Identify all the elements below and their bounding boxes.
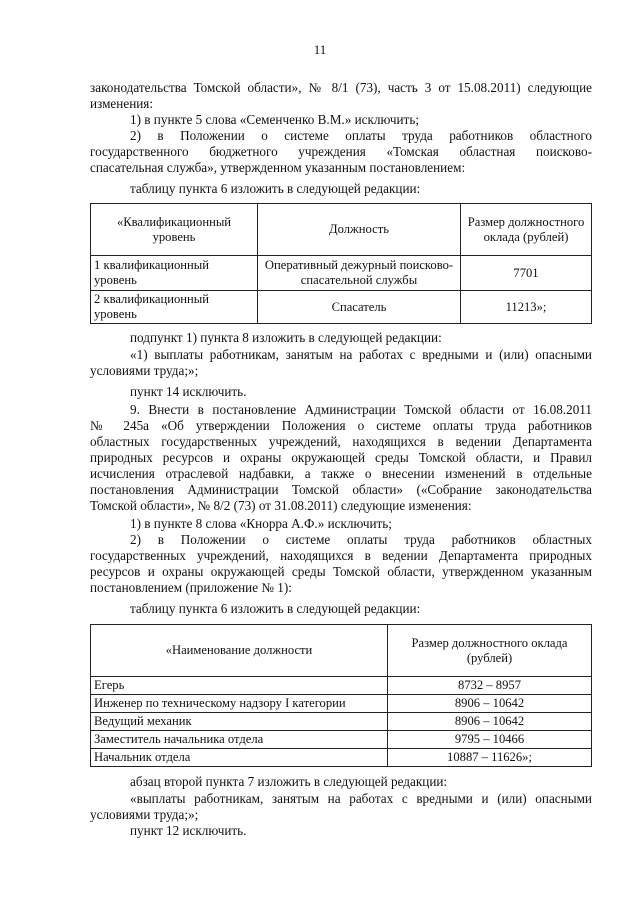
paragraph-line: таблицу пункта 6 изложить в следующей редакции: <box>130 181 421 196</box>
page-number: 11 <box>313 42 327 57</box>
table-header-cell: «Наименование должности <box>91 625 388 677</box>
table-cell: 8906 – 10642 <box>388 695 592 713</box>
paragraph-line: условиями труда;»; <box>90 807 199 822</box>
paragraph-line: условиями труда;»; <box>90 363 199 378</box>
paragraph-line: законодательства Томской области», № 8/1 (73), часть 3 от 15.08.2011) следующие <box>90 80 592 95</box>
paragraph-line: «1) выплаты работникам, занятым на работах с вредными и (или) опасными <box>130 347 592 362</box>
paragraph-line: 2) в Положении о системе оплаты труда работников областных <box>130 532 592 547</box>
table-header-cell: Размер должностного оклада (рублей) <box>461 204 592 256</box>
paragraph-line: 9. Внести в постановление Администрации Томской области от 16.08.2011 <box>130 402 592 417</box>
paragraph-line: подпункт 1) пункта 8 изложить в следующей редакции: <box>130 330 442 345</box>
table-cell: Оперативный дежурный поисково-спасательной службы <box>258 256 461 291</box>
paragraph-line: постановлением (приложение № 1): <box>90 580 292 595</box>
paragraph-line: областных государственных учреждений, находящихся в ведении Департамента <box>90 434 592 449</box>
paragraph-line: пункт 14 исключить. <box>130 384 247 399</box>
table-row <box>91 256 592 291</box>
table-header-row <box>91 204 592 256</box>
table-row <box>91 695 592 713</box>
table-header-row <box>91 625 592 677</box>
table-header-cell: Должность <box>258 204 461 256</box>
table-position-salary <box>90 624 592 767</box>
table-cell: Егерь <box>91 677 388 695</box>
table-cell: Спасатель <box>258 291 461 324</box>
table-cell: 1 квалификационный уровень <box>91 256 258 291</box>
paragraph-line: постановления Администрации Томской области» («Собрание законодательства <box>90 482 592 497</box>
table-cell: 7701 <box>461 256 592 291</box>
paragraph-line: государственного бюджетного учреждения «Томская областная поисково- <box>90 144 592 159</box>
paragraph-line: 1) в пункте 5 слова «Семенченко В.М.» исключить; <box>130 112 419 127</box>
table-cell: 11213»; <box>461 291 592 324</box>
paragraph-line: спасательная служба», утвержденном указанным постановлением: <box>90 160 466 175</box>
table-cell: 9795 – 10466 <box>388 731 592 749</box>
paragraph-line: пункт 12 исключить. <box>130 823 247 838</box>
table-cell: Заместитель начальника отдела <box>91 731 388 749</box>
paragraph-line: природных ресурсов и охраны окружающей среды Томской области, и Правил <box>90 450 592 465</box>
table-cell: 2 квалификационный уровень <box>91 291 258 324</box>
table-cell: Начальник отдела <box>91 749 388 767</box>
table-cell: Ведущий механик <box>91 713 388 731</box>
table-row <box>91 749 592 767</box>
paragraph-line: изменения: <box>90 96 154 111</box>
table-header-cell: Размер должностного оклада (рублей) <box>388 625 592 677</box>
table-cell: 10887 – 11626»; <box>388 749 592 767</box>
paragraph-line: государственных учреждений, находящихся в ведении Департамента природных <box>90 548 592 563</box>
paragraph-line: Томской области», № 8/2 (73) от 31.08.2011) следующие изменения: <box>90 498 472 513</box>
paragraph-line: абзац второй пункта 7 изложить в следующей редакции: <box>130 774 448 789</box>
table-header-cell: «Квалификационный уровень <box>91 204 258 256</box>
paragraph-line: «выплаты работникам, занятым на работах с вредными и (или) опасными <box>130 791 592 806</box>
table-cell: Инженер по техническому надзору I категории <box>91 695 388 713</box>
paragraph-line: 1) в пункте 8 слова «Кнорра А.Ф.» исключить; <box>130 516 392 531</box>
paragraph-line: ресурсов и охраны окружающей среды Томской области, утвержденном указанным <box>90 564 592 579</box>
table-cell: 8906 – 10642 <box>388 713 592 731</box>
paragraph-line: исчисления отраслевой надбавки, а также о внесении изменений в отдельные <box>90 466 592 481</box>
table-row <box>91 731 592 749</box>
paragraph-line: 2) в Положении о системе оплаты труда работников областного <box>130 128 592 143</box>
table-row <box>91 713 592 731</box>
table-row <box>91 291 592 324</box>
paragraph-line: № 245а «Об утверждении Положения о системе оплаты труда работников <box>90 418 592 433</box>
table-qualification-salary <box>90 203 592 324</box>
paragraph-line: таблицу пункта 6 изложить в следующей редакции: <box>130 601 421 616</box>
table-row <box>91 677 592 695</box>
table-cell: 8732 – 8957 <box>388 677 592 695</box>
